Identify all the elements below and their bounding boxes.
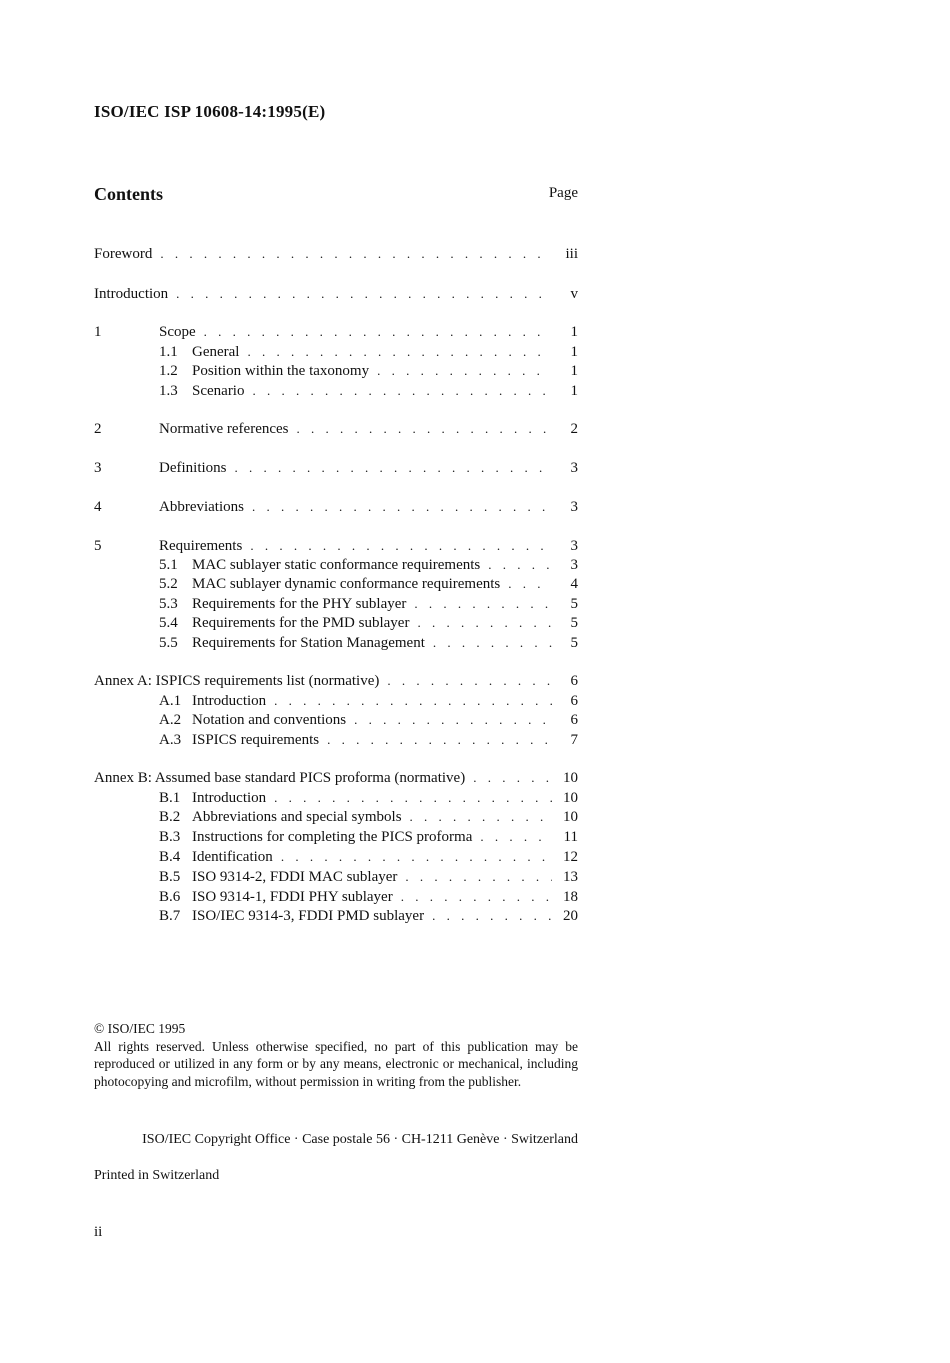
toc-entry-annex-a-introduction[interactable]: [94, 691, 578, 711]
toc-entry-pmd-requirements[interactable]: [94, 613, 578, 633]
toc-subclause-number: B.3: [159, 829, 181, 845]
toc-title: Notation and conventions: [192, 710, 354, 730]
toc-entry-identification[interactable]: [94, 847, 578, 867]
toc-entry-ispics-requirements[interactable]: [94, 730, 578, 750]
toc-clause-number: 5: [94, 538, 102, 554]
toc-subclause-number: B.7: [159, 908, 181, 924]
toc-entry-fddi-pmd[interactable]: [94, 906, 578, 926]
toc-subclause-number: 5.2: [159, 576, 178, 592]
dot-leader: [410, 807, 552, 827]
dot-leader: [480, 827, 552, 847]
toc-subclause-number: 5.3: [159, 596, 178, 612]
toc-title: ISPICS requirements: [192, 730, 327, 750]
toc-page-number: 10: [563, 790, 578, 806]
dot-leader: [417, 613, 552, 633]
toc-page-number: 1: [570, 363, 578, 379]
dot-leader: [377, 361, 552, 381]
dot-leader: [281, 847, 552, 867]
toc-title: Introduction: [94, 284, 176, 304]
toc-title: Requirements for the PMD sublayer: [192, 613, 417, 633]
toc-entry-normative-references[interactable]: [94, 419, 578, 439]
toc-entry-annex-a[interactable]: [94, 671, 578, 691]
toc-entry-notation-conventions[interactable]: [94, 710, 578, 730]
dot-leader: [432, 906, 552, 926]
toc-page-number: 7: [570, 732, 578, 748]
dot-leader: [401, 887, 552, 907]
toc-entry-general[interactable]: [94, 342, 578, 362]
toc-entry-scope[interactable]: [94, 322, 578, 342]
toc-title: Definitions: [159, 458, 235, 478]
toc-title: Annex B: Assumed base standard PICS proforma (normative): [94, 768, 473, 788]
dot-leader: [414, 594, 552, 614]
toc-page-number: 11: [563, 829, 578, 845]
toc-entry-abbreviations[interactable]: [94, 497, 578, 517]
toc-subclause-number: B.1: [159, 790, 181, 806]
toc-title: ISO 9314-2, FDDI MAC sublayer: [192, 867, 405, 887]
toc-entry-definitions[interactable]: [94, 458, 578, 478]
toc-page-number: 1: [570, 344, 578, 360]
toc-title: MAC sublayer static conformance requirements: [192, 555, 488, 575]
page-column-heading: Page: [548, 185, 578, 201]
contents-heading: Contents: [94, 184, 164, 204]
toc-title: Introduction: [192, 691, 274, 711]
copyright-line: © ISO/IEC 1995: [94, 1021, 186, 1036]
toc-page-number: 20: [563, 908, 578, 924]
toc-page-number: iii: [565, 246, 578, 262]
toc-entry-introduction[interactable]: [94, 284, 578, 304]
toc-subclause-number: 1.1: [159, 344, 178, 360]
toc-title: MAC sublayer dynamic conformance requirements: [192, 574, 508, 594]
toc-page-number: 5: [570, 615, 578, 631]
toc-clause-number: 1: [94, 324, 102, 340]
document-identifier: ISO/IEC ISP 10608-14:1995(E): [94, 102, 326, 121]
printed-in-note: Printed in Switzerland: [94, 1168, 220, 1183]
toc-page-number: 10: [563, 809, 578, 825]
dot-leader: [160, 244, 552, 264]
toc-subclause-number: A.3: [159, 732, 182, 748]
copyright-office-address: ISO/IEC Copyright Office · Case postale 56 · CH-1211 Genève · Switzerland: [142, 1132, 578, 1147]
toc-subclause-number: A.1: [159, 693, 182, 709]
dot-leader: [387, 671, 552, 691]
toc-title: Annex A: ISPICS requirements list (normative): [94, 671, 387, 691]
toc-entry-requirements[interactable]: [94, 536, 578, 556]
toc-page-number: 6: [570, 712, 578, 728]
toc-subclause-number: 1.2: [159, 363, 178, 379]
dot-leader: [252, 381, 552, 401]
rights-notice: All rights reserved. Unless otherwise specified, no part of this publication may be reproduced or utilized in any form or by any means, electronic or mechanical, including photocopying and microfilm, without permission in writing from the publisher.: [94, 1038, 578, 1089]
toc-title: General: [192, 342, 247, 362]
toc-clause-number: 2: [94, 421, 102, 437]
dot-leader: [405, 867, 552, 887]
toc-page-number: 6: [570, 693, 578, 709]
toc-title: Foreword: [94, 244, 160, 264]
dot-leader: [488, 555, 552, 575]
toc-clause-number: 3: [94, 460, 102, 476]
dot-leader: [274, 788, 552, 808]
dot-leader: [204, 322, 552, 342]
toc-subclause-number: B.6: [159, 889, 181, 905]
toc-page-number: 1: [570, 324, 578, 340]
toc-page-number: v: [570, 286, 578, 302]
toc-subclause-number: 5.4: [159, 615, 178, 631]
dot-leader: [235, 458, 553, 478]
dot-leader: [327, 730, 552, 750]
toc-subclause-number: B.4: [159, 849, 181, 865]
toc-title: Requirements: [159, 536, 250, 556]
toc-title: Requirements for the PHY sublayer: [192, 594, 414, 614]
toc-title: Normative references: [159, 419, 297, 439]
toc-title: ISO/IEC 9314-3, FDDI PMD sublayer: [192, 906, 432, 926]
toc-page-number: 5: [570, 635, 578, 651]
toc-title: Abbreviations and special symbols: [192, 807, 410, 827]
toc-entry-completing-instructions[interactable]: [94, 827, 578, 847]
toc-page-number: 3: [570, 460, 578, 476]
toc-title: ISO 9314-1, FDDI PHY sublayer: [192, 887, 401, 907]
toc-page-number: 4: [570, 576, 578, 592]
toc-title: Scope: [159, 322, 204, 342]
toc-page-number: 2: [570, 421, 578, 437]
dot-leader: [274, 691, 552, 711]
toc-entry-station-management[interactable]: [94, 633, 578, 653]
toc-subclause-number: 5.1: [159, 557, 178, 573]
dot-leader: [250, 536, 552, 556]
dot-leader: [297, 419, 552, 439]
dot-leader: [508, 574, 552, 594]
copyright-block: [94, 1020, 578, 1090]
dot-leader: [247, 342, 552, 362]
toc-subclause-number: B.2: [159, 809, 181, 825]
dot-leader: [433, 633, 552, 653]
toc-title: Position within the taxonomy: [192, 361, 377, 381]
toc-subclause-number: A.2: [159, 712, 182, 728]
toc-title: Abbreviations: [159, 497, 252, 517]
toc-entry-mac-static-conformance[interactable]: [94, 555, 578, 575]
toc-page-number: 6: [570, 673, 578, 689]
toc-entry-position-within-taxonomy[interactable]: [94, 361, 578, 381]
dot-leader: [252, 497, 552, 517]
toc-title: Identification: [192, 847, 281, 867]
toc-entry-annex-b-introduction[interactable]: [94, 788, 578, 808]
page-number: ii: [94, 1224, 103, 1240]
toc-entry-fddi-phy[interactable]: [94, 887, 578, 907]
toc-page-number: 13: [563, 869, 578, 885]
toc-page-number: 10: [563, 770, 578, 786]
toc-page-number: 3: [570, 538, 578, 554]
toc-title: Introduction: [192, 788, 274, 808]
toc-page-number: 12: [563, 849, 578, 865]
toc-clause-number: 4: [94, 499, 102, 515]
toc-title: Scenario: [192, 381, 252, 401]
toc-entry-foreword[interactable]: [94, 244, 578, 264]
toc-subclause-number: B.5: [159, 869, 181, 885]
toc-page-number: 5: [570, 596, 578, 612]
dot-leader: [176, 284, 552, 304]
toc-entry-scenario[interactable]: [94, 381, 578, 401]
toc-page-number: 1: [570, 383, 578, 399]
toc-subclause-number: 1.3: [159, 383, 178, 399]
toc-entry-abbreviations-symbols[interactable]: [94, 807, 578, 827]
toc-entry-fddi-mac[interactable]: [94, 867, 578, 887]
dot-leader: [354, 710, 552, 730]
toc-page-number: 3: [570, 499, 578, 515]
toc-entry-mac-dynamic-conformance[interactable]: [94, 574, 578, 594]
toc-page-number: 3: [570, 557, 578, 573]
toc-entry-phy-requirements[interactable]: [94, 594, 578, 614]
toc-entry-annex-b[interactable]: [94, 768, 578, 788]
toc-page-number: 18: [563, 889, 578, 905]
toc-title: Requirements for Station Management: [192, 633, 433, 653]
toc-subclause-number: 5.5: [159, 635, 178, 651]
toc-title: Instructions for completing the PICS proforma: [192, 827, 480, 847]
dot-leader: [473, 768, 552, 788]
